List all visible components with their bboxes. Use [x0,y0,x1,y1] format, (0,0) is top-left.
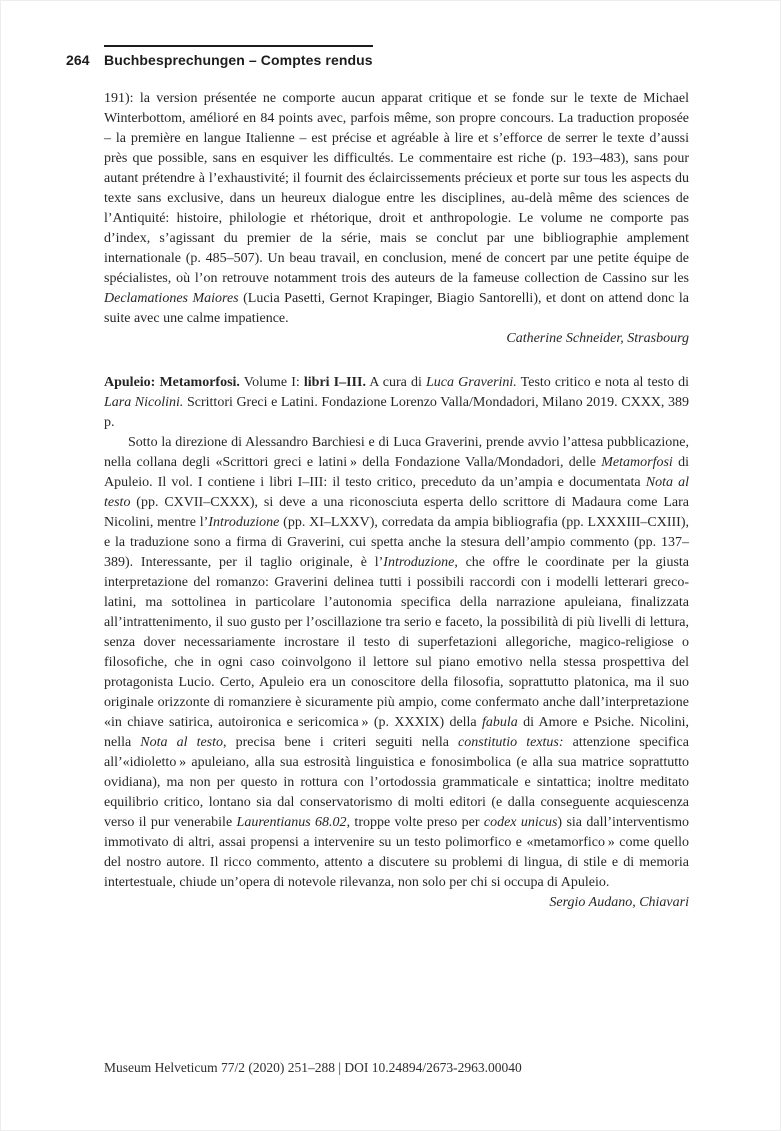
journal-citation: Museum Helveticum 77/2 (2020) 251–288 | DOI 10.24894/2673-2963.00040 [104,1060,522,1075]
page-number: 264 [66,52,90,68]
review-audano [104,373,689,913]
page-footer [104,1060,522,1076]
review-2-signature: Sergio Audano, Chiavari [549,895,689,910]
review-2-bibliographic-heading: Apuleio: Metamorfosi. Volume I: libri I–III. A cura di Luca Graverini. Testo critico e nota al testo di Lara Nicolini. Scrittori Greci e Latini. Fondazione Lorenzo Valla/Mondadori, Milano 2019. CXXX, 389 p. [104,375,690,430]
review-1-signature: Catherine Schneider, Strasbourg [506,331,689,346]
page-content [104,89,689,913]
review-2-body-paragraph: Sotto la direzione di Alessandro Barchiesi e di Luca Graverini, prende avvio l’attesa pubblicazione, nella collana degli «Scrittori greci e latini » della Fondazione Valla/Mondadori, delle Metamorfosi di Apuleio. Il vol. I contiene i libri I–III: il testo critico, preceduto da un’ampia e documentata Nota al testo (pp. CXVII–CXXX), si deve a una riconosciuta esperta dello scrittore di Madaura come Lara Nicolini, mentre l’Introduzione (pp. XI–LXXV), corredata da ampia bibliografia (pp. LXXXIII–CXIII), e la traduzione sono a firma di Graverini, cui spetta anche la stesura dell’ampio commento (pp. 137–389). Interessante, per il taglio originale, è l’Introduzione, che offre le coordinate per la giusta interpretazione del romanzo: Graverini delinea tutti i possibili raccordi con i modelli letterari greco-latini, ma sottolinea in particolare l’autonomia specifica della narrazione apuleiana, finalizzata all’intrattenimento, il suo gusto per l’oscillazione tra serio e faceto, la possibilità di più livelli di lettura, senza dover necessariamente incrostare il testo di superfetazioni allegoriche, magico-religiose o filosofiche, che in ogni caso coinvolgono il lettore sul piano emotivo nella stessa prospettiva del protagonista Lucio. Certo, Apuleio era un conoscitore della filosofia, soprattutto platonica, ma il suo originale orizzonte di romanziere è sicuramente più ampio, come confermato anche dall’interpretazione «in chiave satirica, autoironica e sericomica » (p. XXXIX) della fabula di Amore e Psiche. Nicolini, nella Nota al testo, precisa bene i criteri seguiti nella constitutio textus: attenzione specifica all’«idioletto » apuleiano, alla sua estrosità linguistica e fonosimbolica (e alla sua matrice soprattutto ovidiana), ma non per questo in rottura con l’ortodossia grammaticale e sintattica; inoltre meditato equilibrio critico, lontano sia dal conservatorismo di molti editori (e dalla conseguente acquiescenza verso il pur venerabile Laurentianus 68.02, troppe volte preso per codex unicus) sia dall’interventismo immotivato di altri, assai propensi a intervenire su un testo polimorfico e «metamorfico » come quello del nostro autore. Il ricco commento, attento a discutere su problemi di lingua, di stile e di memoria intertestuale, chiude un’opera di notevole rilevanza, non solo per chi si occupa di Apuleio. [104,435,690,890]
review-1-paragraph: 191): la version présentée ne comporte aucun apparat critique et se fonde sur le texte de Michael Winterbottom, amélioré en 84 points avec, parfois même, son propre concours. La traduction proposée – la première en langue Italienne – est précise et agréable à lire et s’efforce de serrer le texte d’aussi près que possible, sans en esquiver les difficultés. Le commentaire est riche (p. 193–483), sans pour autant prétendre à l’exhaustivité; il fournit des éclaircissements précieux et porte sur tous les aspects du texte sans exclusive, dans un heureux dialogue entre les disciplines, au-delà même des sciences de l’Antiquité: histoire, philologie et rhétorique, droit et anthropologie. Le volume ne comporte pas d’index, s’agissant du premier de la série, mais se conclut par une bibliographie amplement internationale (p. 485–507). Un beau travail, en conclusion, mené de concert par une petite équipe de spécialistes, où l’on retrouve notamment trois des auteurs de la fameuse collection de Cassino sur les Declamationes Maiores (Lucia Pasetti, Gernot Krapinger, Biagio Santorelli), et dont on attend donc la suite avec une calme impatience. [104,91,689,326]
review-schneider [104,89,689,349]
running-header [66,45,373,68]
running-title: Buchbesprechungen – Comptes rendus [104,45,373,68]
